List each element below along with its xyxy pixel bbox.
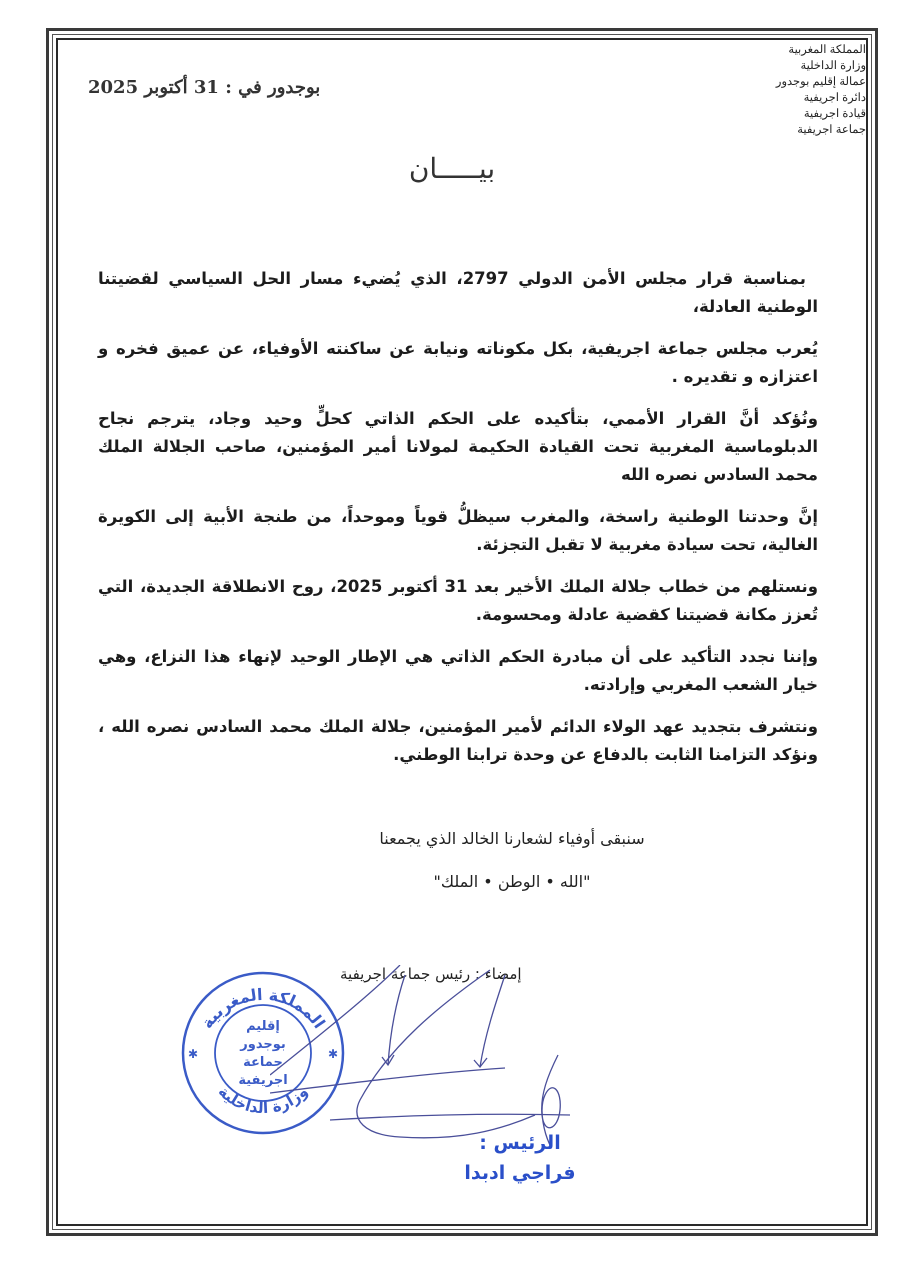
document-date: بوجدور في : 31 أكتوبر 2025: [88, 77, 321, 98]
letterhead-circle: دائرة اجريفية: [803, 92, 866, 104]
letterhead-ministry: وزارة الداخلية: [800, 60, 866, 72]
stamp-outer-top-text: المملكة المغربية: [197, 984, 329, 1032]
stamp-inner-line-2: بوجدور: [240, 1037, 286, 1052]
handwritten-signature: [270, 965, 590, 1145]
paragraph-pride: يُعرب مجلس جماعة اجريفية، بكل مكوناته ونيابة عن ساكنته الأوفياء، عن عميق فخره و اعتزازه و تقديره .: [98, 339, 818, 386]
closing-line: سنبقى أوفياء لشعارنا الخالد الذي يجمعنا: [379, 829, 645, 848]
stamp-inner-line-1: إقليم: [246, 1019, 280, 1034]
president-title: الرئيس :: [479, 1132, 561, 1154]
motto: "الله • الوطن • الملك": [433, 872, 591, 891]
signature-label: إمضاء : رئيس جماعة اجريفية: [340, 965, 522, 983]
document-body: [98, 265, 818, 783]
letterhead-prefecture: عمالة إقليم بوجدور: [775, 76, 866, 88]
paragraph-affirmation: ونُؤكد أنَّ القرار الأممي، بتأكيده على الحكم الذاتي كحلٍّ وحيد وجاد، يترجم نجاح الدبلوماسية المغربية تحت القيادة الحكيمة لمولانا أمير المؤمنين، صاحب الجلالة الملك محمد السادس نصره الله: [98, 409, 818, 484]
letterhead-commune: جماعة اجريفية: [797, 124, 866, 136]
stamp-star-left: ✱: [188, 1047, 199, 1061]
stamp-outer-bottom-text: وزارة الداخلية: [214, 1082, 312, 1118]
paragraph-occasion: بمناسبة قرار مجلس الأمن الدولي 2797، الذي يُضيء مسار الحل السياسي لقضيتنا الوطنية العادلة،: [98, 269, 818, 316]
paragraph-inspiration: ونستلهم من خطاب جلالة الملك الأخير بعد 31 أكتوبر 2025، روح الانطلاقة الجديدة، التي تُعزز مكانة قضيتنا كقضية عادلة ومحسومة.: [98, 577, 819, 624]
letterhead-caidat: قيادة اجريفية: [803, 108, 866, 120]
stamp-inner-line-3: جماعة: [243, 1055, 283, 1070]
president-block: [440, 1128, 600, 1188]
paragraph-allegiance: ونتشرف بتجديد عهد الولاء الدائم لأمير المؤمنين، جلالة الملك محمد السادس نصره الله ، ونؤكد التزامنا الثابت بالدفاع عن وحدة ترابنا الوطني.: [98, 717, 818, 764]
letterhead-kingdom: المملكة المغربية: [788, 44, 866, 56]
stamp-star-right: ✱: [328, 1047, 339, 1061]
president-name: فراجي ادبدا: [464, 1162, 576, 1184]
document-title: بيـــــان: [408, 152, 496, 185]
paragraph-unity: إنَّ وحدتنا الوطنية راسخة، والمغرب سيظلُّ قوياً وموحداً، من طنجة الأبية إلى الكويرة الغالية، تحت سيادة مغربية لا تقبل التجزئة.: [98, 507, 818, 554]
paragraph-autonomy: وإننا نجدد التأكيد على أن مبادرة الحكم الذاتي هي الإطار الوحيد لإنهاء هذا النزاع، وهي خيار الشعب المغربي وإرادته.: [98, 647, 818, 694]
letterhead: [776, 42, 866, 138]
stamp-inner-line-4: اجريفية: [238, 1073, 288, 1088]
